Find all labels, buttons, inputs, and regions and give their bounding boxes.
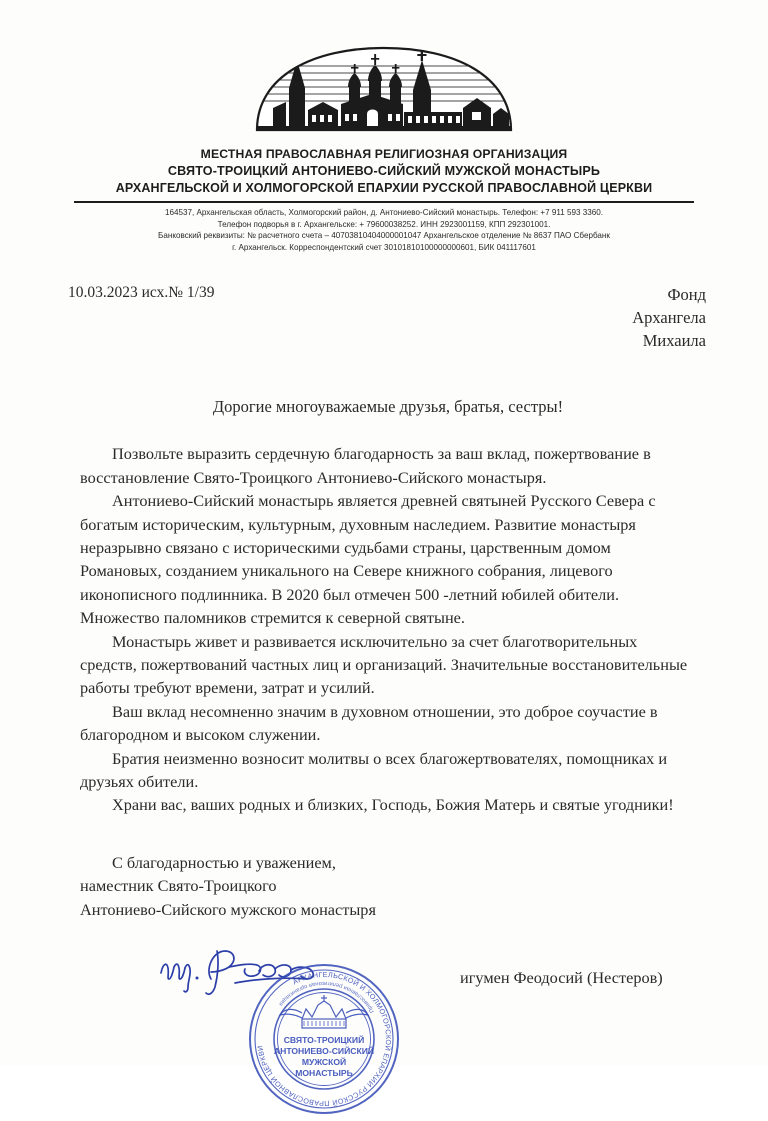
signatory-name: игумен Феодосий (Нестеров)	[460, 968, 663, 988]
addressee-block	[632, 283, 706, 352]
official-round-seal	[246, 961, 402, 1117]
seal-inner-line-4: МОНАСТЫРЬ	[295, 1068, 353, 1079]
document-reference: 10.03.2023 исх.№ 1/39	[68, 284, 215, 302]
org-title-line-3: АРХАНГЕЛЬСКОЙ И ХОЛМОГОРСКОЙ ЕПАРХИИ РУССКОЙ ПРАВОСЛАВНОЙ ЦЕРКВИ	[115, 181, 653, 195]
requisites-line-bank: Банковский реквизиты: № расчетного счета – 40703810404000001047 Архангельское отделение № 8637 ПАО Сбербанк	[158, 231, 610, 241]
requisites-line-address: 164537, Архангельская область, Холмогорский район, д. Антониево-Сийский монастырь. Телефон: +7 911 593 3360.	[164, 208, 604, 217]
org-title-line-1: МЕСТНАЯ ПРАВОСЛАВНАЯ РЕЛИГИОЗНАЯ ОРГАНИЗАЦИЯ	[200, 147, 568, 161]
svg-text:АРХАНГЕЛЬСКОЙ И ХОЛМОГОРСКОЙ Е: АРХАНГЕЛЬСКОЙ И ХОЛМОГОРСКОЙ ЕПАРХИИ РУССКОЙ ПРАВОСЛАВНОЙ ЦЕРКВИ	[255, 970, 394, 1109]
monastery-skyline-emblem	[253, 42, 515, 138]
letterhead	[0, 0, 768, 253]
signature-zone	[0, 951, 768, 1121]
letter-meta-row	[0, 283, 768, 352]
organization-requisites	[74, 207, 694, 253]
requisites-line-correspondent: г. Архангельск. Корреспондентский счет 30101810100000000601, БИК 041117601	[232, 242, 536, 252]
requisites-line-phone: Телефон подворья в г. Архангельске: + 79600038252. ИНН 2923001159, КПП 292301001.	[217, 219, 551, 229]
addressee-line-2: Архангела	[632, 308, 706, 328]
closing-line-3: Антониево-Сийского мужского монастыря	[80, 899, 376, 919]
addressee-line-3: Михаила	[642, 331, 706, 351]
letter-body	[0, 396, 768, 817]
seal-inner-line-2: АНТОНИЕВО-СИЙСКИЙ	[273, 1046, 375, 1057]
seal-inner-line-1: СВЯТО-ТРОИЦКИЙ	[283, 1035, 365, 1046]
closing-block	[0, 851, 768, 921]
salutation: Дорогие многоуважаемые друзья, братья, сестры!	[212, 397, 564, 417]
org-title-line-2: СВЯТО-ТРОИЦКИЙ АНТОНИЕВО-СИЙСКИЙ МУЖСКОЙ МОНАСТЫРЬ	[167, 164, 601, 178]
body-paragraph-2: Антониево-Сийский монастырь является древней святыней Русского Севера с богатым историческим, культурным, духовным наследием. Развитие монастыря неразрывно связано с историческими судьбами страны, царственным домом Романовых, созданием уникального на Севере книжного собрания, лицевого иконописного подлинника. В 2020 был отмечен 500 -летний юбилей обители. Множество паломников стремится к северной святыне.	[80, 491, 656, 628]
closing-line-2: наместник Свято-Троицкого	[80, 876, 277, 896]
header-divider-rule	[74, 201, 694, 203]
addressee-line-1: Фонд	[667, 285, 706, 305]
svg-text:Православная религиозная орган: Православная религиозная организация	[277, 980, 376, 1014]
seal-inner-line-3: МУЖСКОЙ	[301, 1057, 347, 1068]
closing-line-1: С благодарностью и уважением,	[112, 852, 336, 872]
body-paragraph-4: Ваш вклад несомненно значим в духовном отношении, это доброе соучастие в благородном и высоком служении.	[80, 701, 658, 745]
body-paragraph-6: Храни вас, ваших родных и близких, Господь, Божия Матерь и святые угодники!	[112, 795, 674, 815]
body-paragraph-3: Монастырь живет и развивается исключительно за счет благотворительных средств, пожертвований частных лиц и организаций. Значительные восстановительные работы требуют времени, затрат и усилий.	[80, 631, 688, 698]
body-paragraph-1: Позвольте выразить сердечную благодарность за ваш вклад, пожертвование в восстановление Свято-Троицкого Антониево-Сийского монастыря.	[80, 444, 651, 487]
body-paragraph-5: Братия неизменно возносит молитвы о всех благожертвователях, помощниках и друзьях обители.	[80, 748, 668, 792]
organization-title-block	[74, 146, 694, 197]
